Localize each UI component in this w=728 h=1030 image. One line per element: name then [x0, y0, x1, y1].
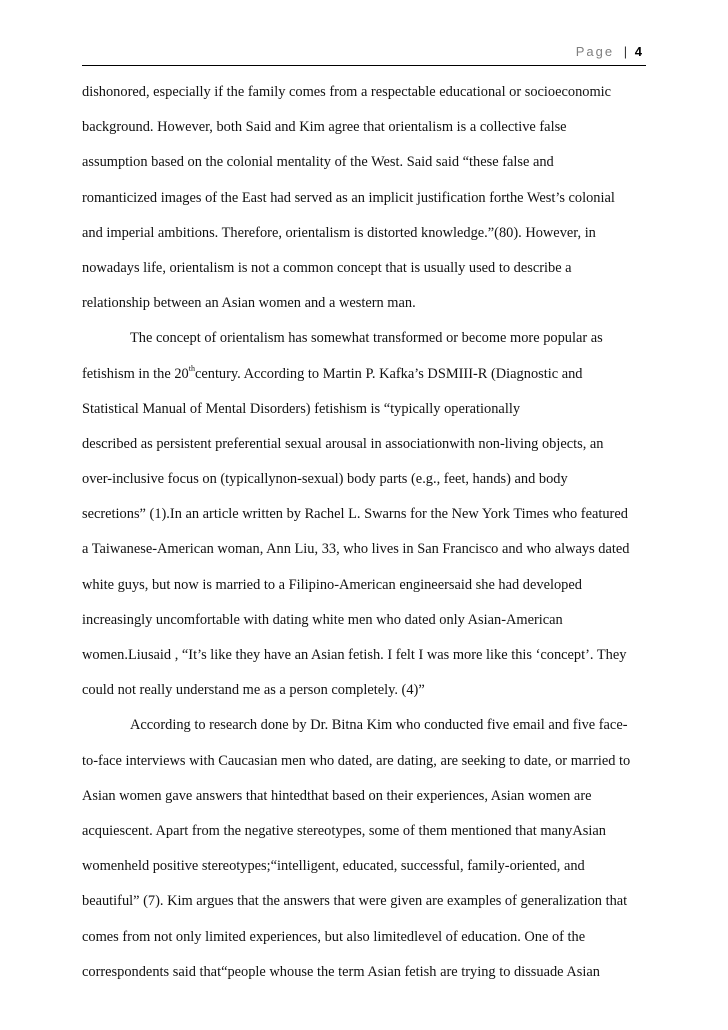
text-line: and imperial ambitions. Therefore, orientalism is distorted knowledge.”(80). However, in [82, 224, 596, 241]
text-line: described as persistent preferential sexual arousal in associationwith non-living objects, an [82, 435, 604, 452]
text-line: a Taiwanese-American woman, Ann Liu, 33, who lives in San Francisco and who always dated [82, 541, 630, 558]
text-line: increasingly uncomfortable with dating white men who dated only Asian-American [82, 611, 563, 628]
page-separator: | [623, 44, 628, 59]
header-rule [82, 65, 646, 66]
page-header [576, 44, 642, 59]
page-label: Page [575, 44, 615, 59]
text-line: over-inclusive focus on (typicallynon-sexual) body parts (e.g., feet, hands) and body [82, 471, 568, 488]
text-line: background. However, both Said and Kim agree that orientalism is a collective false [82, 119, 567, 136]
text-line: acquiescent. Apart from the negative stereotypes, some of them mentioned that manyAsian [82, 822, 606, 839]
text-line: correspondents said that“people whouse the term Asian fetish are trying to dissuade Asian [82, 963, 600, 980]
text-fragment: century. According to Martin P. Kafka’s DSMIII-R (Diagnostic and [194, 365, 583, 382]
ordinal-superscript: th [188, 363, 195, 373]
body-text [82, 82, 652, 997]
text-line-with-superscript [82, 364, 652, 399]
text-line: Statistical Manual of Mental Disorders) fetishism is “typically operationally [82, 400, 521, 417]
text-line: dishonored, especially if the family comes from a respectable educational or socioeconomic [82, 84, 612, 100]
text-line: women.Liusaid , “It’s like they have an Asian fetish. I felt I was more like this ‘concept’. They [82, 647, 627, 663]
text-line: to-face interviews with Caucasian men who dated, are dating, are seeking to date, or married to [82, 752, 631, 769]
text-line: comes from not only limited experiences, but also limitedlevel of education. One of the [82, 928, 586, 945]
text-line: Asian women gave answers that hintedthat based on their experiences, Asian women are [82, 787, 592, 804]
text-line: relationship between an Asian women and a western man. [82, 295, 416, 312]
text-line: assumption based on the colonial mentality of the West. Said said “these false and [82, 154, 554, 171]
text-line: womenheld positive stereotypes;“intelligent, educated, successful, family-oriented, and [82, 858, 585, 875]
paragraph-start-line: According to research done by Dr. Bitna Kim who conducted five email and five face- [130, 717, 628, 734]
text-line: secretions” (1).In an article written by Rachel L. Swarns for the New York Times who featured [82, 506, 628, 523]
text-line: could not really understand me as a person completely. (4)” [82, 682, 425, 699]
text-line: nowadays life, orientalism is not a common concept that is usually used to describe a [82, 259, 572, 276]
text-line: white guys, but now is married to a Filipino-American engineersaid she had developed [82, 576, 582, 593]
page-number: 4 [634, 44, 642, 59]
text-line: romanticized images of the East had served as an implicit justification forthe West’s colonial [82, 189, 615, 206]
text-fragment: fetishism in the 20 [82, 365, 189, 382]
paragraph-start-line: The concept of orientalism has somewhat transformed or become more popular as [130, 330, 603, 347]
text-line: beautiful” (7). Kim argues that the answers that were given are examples of generalization that [82, 893, 628, 910]
